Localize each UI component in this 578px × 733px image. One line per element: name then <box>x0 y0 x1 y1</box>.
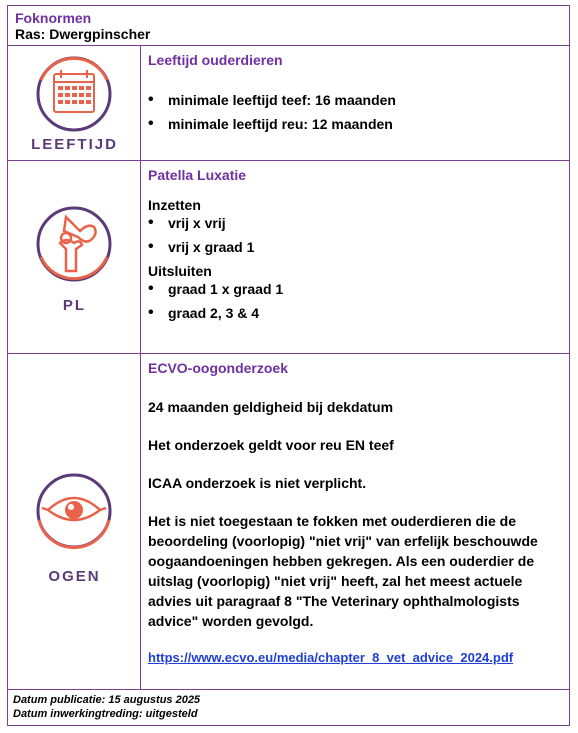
rule-text: Het is niet toegestaan te fokken met ouderdieren die de beoordeling (voorlopig) "niet vrij" van erfelijk beschouwde oogaandoeningen hebben gekregen. Als een ouderdier de uitslag (voorlopig) "niet vrij" heeft, zal het meest actuele advies uit paragraaf 8 "The Veterinary ophthalmologists advice" worden gevolgd. <box>148 513 538 629</box>
age-content <box>141 46 569 160</box>
patella-title: Patella Luxatie <box>148 167 247 183</box>
list-item: • minimale leeftijd reu: 12 maanden <box>148 115 562 133</box>
patella-icon-label: PL <box>62 297 87 314</box>
age-list <box>148 91 562 133</box>
calendar-icon <box>8 54 141 134</box>
list-item: • graad 1 x graad 1 <box>148 280 562 298</box>
patella-icon-cell <box>8 161 141 353</box>
include-label: Inzetten <box>148 197 201 213</box>
section-patella <box>8 161 569 354</box>
section-age <box>8 46 569 161</box>
list-item: • minimale leeftijd teef: 16 maanden <box>148 91 562 109</box>
eye-content <box>141 354 569 689</box>
eye-title: ECVO-oogonderzoek <box>148 360 289 376</box>
list-item: • vrij x graad 1 <box>148 238 562 256</box>
applies-text: Het onderzoek geldt voor reu EN teef <box>148 437 394 453</box>
age-icon-label: LEEFTIJD <box>31 136 118 153</box>
age-icon-cell <box>8 46 141 160</box>
exclude-label: Uitsluiten <box>148 263 212 279</box>
list-item: • vrij x vrij <box>148 214 562 232</box>
breed-label: Ras: Dwergpinscher <box>15 26 151 42</box>
eye-icon-cell <box>8 354 141 689</box>
document-header <box>8 6 569 46</box>
eye-icon <box>8 468 141 554</box>
patella-content <box>141 161 569 353</box>
include-list <box>148 214 562 256</box>
age-title: Leeftijd ouderdieren <box>148 52 283 68</box>
list-item: • graad 2, 3 & 4 <box>148 304 562 322</box>
icaa-text: ICAA onderzoek is niet verplicht. <box>148 475 367 491</box>
ecvo-advice-link[interactable]: https://www.ecvo.eu/media/chapter_8_vet_advice_2024.pdf <box>148 650 514 665</box>
advice-link-wrap <box>148 649 562 667</box>
document-footer <box>8 690 569 724</box>
joint-icon <box>8 201 141 287</box>
exclude-list <box>148 280 562 322</box>
publication-date: Datum publicatie: 15 augustus 2025 <box>13 694 201 706</box>
effective-date: Datum inwerkingtreding: uitgesteld <box>13 708 198 720</box>
validity-text: 24 maanden geldigheid bij dekdatum <box>148 399 394 415</box>
page-title: Foknormen <box>15 10 92 26</box>
breeding-norms-document <box>7 5 570 726</box>
eye-icon-label: OGEN <box>48 568 101 585</box>
section-eye-exam <box>8 354 569 690</box>
